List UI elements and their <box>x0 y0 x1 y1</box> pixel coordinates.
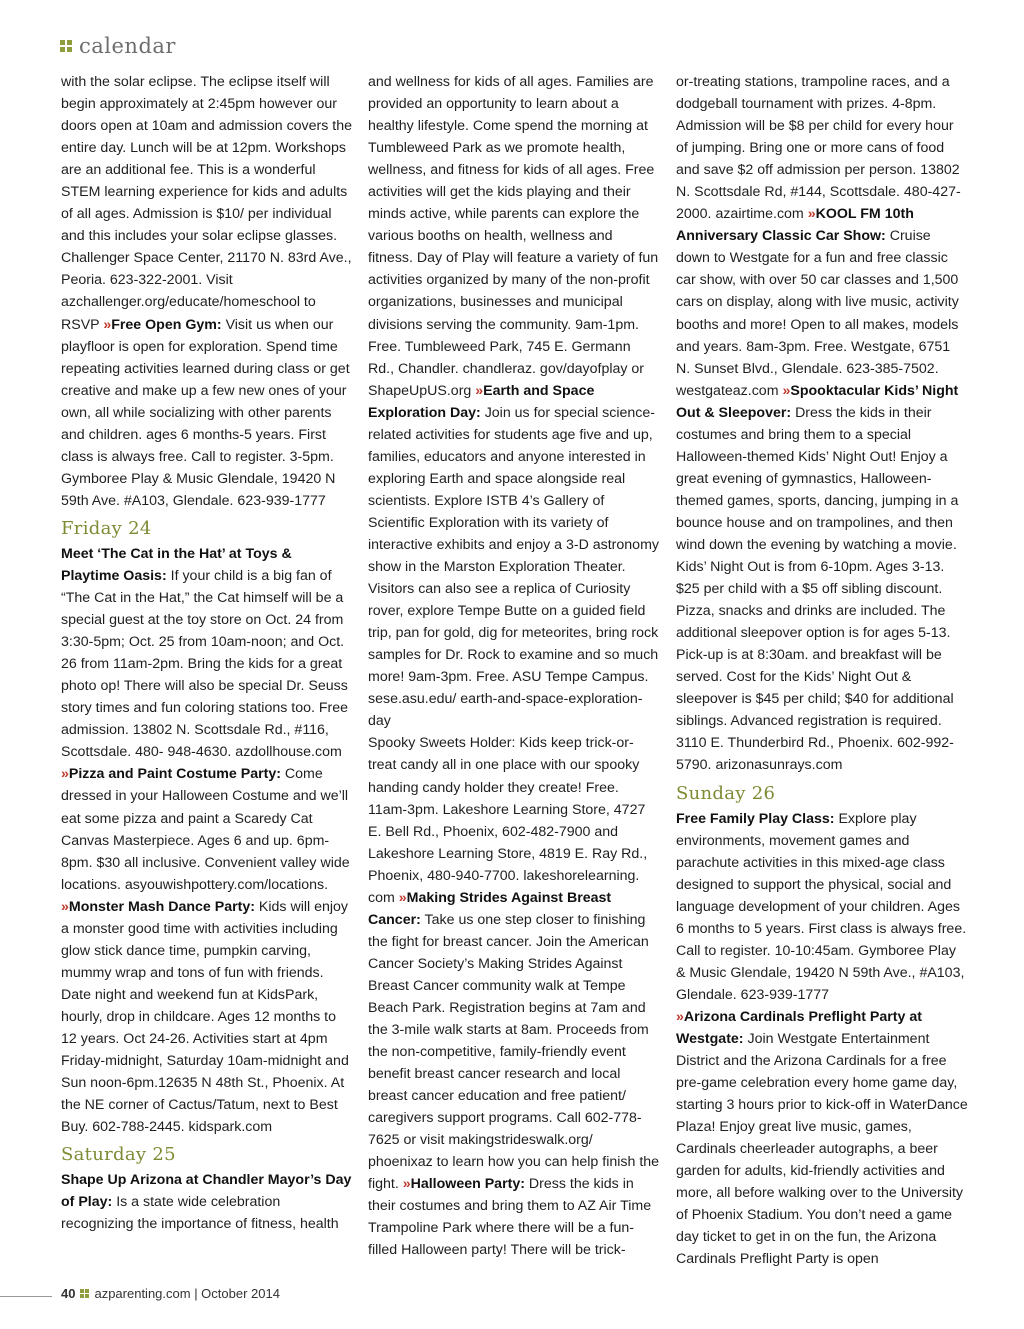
event-title: Meet ‘The Cat in the Hat’ at Toys & Playtime Oasis: <box>61 545 292 584</box>
event-body: Visit us when our playfloor is open for exploration. Spend time repeating activities learned during class or get creative and make up a few new ones of your own, all while socializing with other parents and children. ages 6 months-5 years. First class is always free. Call to register. 3-5pm. Gymboree Play & Music Glendale, 19420 N 59th Ave. #A103, Glendale. 623-939-1777 <box>61 316 350 509</box>
section-title: calendar <box>79 34 176 58</box>
day-heading: Friday 24 <box>61 517 152 539</box>
footer-rule <box>0 1296 52 1297</box>
footer-site-date: azparenting.com | October 2014 <box>94 1286 280 1301</box>
event-title: Pizza and Paint Costume Party: <box>68 766 281 783</box>
chevron-icon: » <box>61 898 69 915</box>
section-header <box>60 34 176 58</box>
event-title: Monster Mash Dance Party: <box>68 898 255 915</box>
grid-dots-icon <box>80 1289 89 1298</box>
event-title: Shape Up Arizona at Chandler Mayor’s Day of Play: <box>61 1172 352 1211</box>
day-heading: Saturday 25 <box>61 1144 176 1166</box>
column-3 <box>676 71 968 1270</box>
chevron-icon: » <box>103 316 112 333</box>
event-body: with the solar eclipse. The eclipse itself will begin approximately at 2:45pm however our doors open at 10am and admission covers the entire day. Lunch will be at 12pm. Workshops are an additional fee. This is a wonderful STEM learning experience for kids and adults of all ages. Admission is $10/ per individual and this includes your solar eclipse glasses. Challenger Space Center, 21170 N. 83rd Ave., Peoria. 623-322-2001. Visit azchallenger.org/educate/homeschool to RSVP »Free Open Gym: Visit us when our playfloor is open for exploration. Spend time repeating activities learned during class or get creative and make up a few new ones of your own, all while socializing with other parents and children. ages 6 months-5 years. First class is always free. Call to register. 3-5pm. Gymboree Play & Music Glendale, 19420 N 59th Ave. #A103, Glendale. 623-939-1777 <box>61 74 353 509</box>
page-number: 40 <box>61 1286 76 1301</box>
event-body: or-treating stations, trampoline races, and a dodgeball tournament with prizes. 4-8pm. Admission will be $8 per child for every hour of jumping. Bring one or more cans of food and save $2 off admission per person. 13802 N. Scottsdale Rd, #144, Scottsdale. 480-427-2000. azairtime.com »KOOL FM 10th Anniversary Classic Car Show: Cruise down to Westgate for a fun and free classic car show, with over 50 car classes and 1,500 cars on display, along with live music, activity booths and more! Open to all makes, models and years. 8am-3pm. Free. Westgate, 6751 N. Sunset Blvd., Glendale. 623-385-7502. westgateaz.com »Spooktacular Kids’ Night Out & Sleepover: Dress the kids in their costumes and bring them to a special Halloween-themed Kids’ Night Out! Enjoy a great evening of gymnastics, Halloween-themed games, sports, dancing, jumping in a bounce house and on trampolines, and then wind down the evening by watching a movie. Kids’ Night Out is from 6-10pm. Ages 3-13. $25 per child with a $5 off sibling discount. Pizza, snacks and drinks are included. The additional sleepover option is for ages 5-13. Pick-up is at 8:30am. and breakfast will be served. Cost for the Kids’ Night Out & sleepover is $45 per child; $40 for additional siblings. Advanced registration is required. 3110 E. Thunderbird Rd., Phoenix. 602-992-5790. arizonasunrays.com <box>676 74 961 774</box>
chevron-icon: » <box>807 206 816 223</box>
event-body: »Pizza and Paint Costume Party: Come dressed in your Halloween Costume and we’ll eat some pizza and paint a Scaredy Cat Canvas Masterpiece. Ages 6 and up. 6pm-8pm. $30 all inclusive. Convenient valley wide locations. asyouwishpottery.com/locations. <box>61 766 350 893</box>
event-body: and wellness for kids of all ages. Families are provided an opportunity to learn about a healthy lifestyle. Come spend the morning at Tumbleweed Park as we promote health, wellness, and fitness for kids of all ages. Free activities will get the kids playing and their minds active, while parents can explore the various booths on health, wellness and fitness. Day of Play will feature a variety of fun activities organized by many of the non-profit organizations, businesses and municipal divisions serving the community. 9am-1pm. Free. Tumbleweed Park, 745 E. Germann Rd., Chandler. chandleraz. gov/dayofplay or ShapeUpUS.org »Earth and Space Exploration Day: Join us for special science-related activities for students age five and up, families, educators and anyone interested in exploring Earth and space alongside real scientists. Explore ISTB 4’s Gallery of Scientific Exploration with its variety of interactive exhibits and enjoy a 3-D astronomy show in the Marston Exploration Theater. Visitors can also see a replica of Curiosity rover, explore Tempe Butte on a guided field trip, pan for gold, dig for meteorites, bring rock samples for Dr. Rock to examine and so much more! 9am-3pm. Free. ASU Tempe Campus. sese.asu.edu/ earth-and-space-exploration-day <box>368 74 659 730</box>
chevron-icon: » <box>398 889 407 906</box>
chevron-icon: » <box>61 766 69 783</box>
chevron-icon: » <box>676 1008 684 1025</box>
event-body: »Arizona Cardinals Preflight Party at Westgate: Join Westgate Entertainment District and the Arizona Cardinals for a free pre-game celebration every home game day, starting 3 hours prior to kick-off in WaterDance Plaza! Enjoy great live music, games, Cardinals cheerleader autographs, a beer garden for adults, kid-friendly activities and more, all before walking over to the University of Phoenix Stadium. You don’t need a game day ticket to get in on the fun, the Arizona Cardinals Preflight Party is open <box>676 1008 968 1268</box>
chevron-icon: » <box>402 1176 411 1193</box>
page-footer <box>61 1286 280 1301</box>
event-body: »Monster Mash Dance Party: Kids will enjoy a monster good time with activities including glow stick dance time, pumpkin carving, mummy wrap and tons of fun with friends. Date night and weekend fun at KidsPark, hourly, drop in childcare. Ages 12 months to 12 years. Oct 24-26. Activities start at 4pm Friday-midnight, Saturday 10am-midnight and Sun noon-6pm.12635 N 48th St., Phoenix. At the NE corner of Cactus/Tatum, next to Best Buy. 602-788-2445. kidspark.com <box>61 898 349 1136</box>
grid-dots-icon <box>60 40 72 52</box>
event-body: Free Family Play Class: Explore play environments, movement games and parachute activities in this mixed-age class designed to support the physical, social and language development of your children. Ages 6 months to 5 years. First class is always free. Call to register. 10-10:45am. Gymboree Play & Music Glendale, 19420 N 59th Ave., #A103, Glendale. 623-939-1777 <box>676 810 967 1003</box>
event-title: Free Family Play Class: <box>676 810 835 827</box>
event-title: Free Open Gym: <box>111 316 222 333</box>
event-title: Making Strides Against Breast Cancer: <box>368 889 612 928</box>
event-title: Earth and Space Exploration Day: <box>368 382 595 421</box>
event-title: KOOL FM 10th Anniversary Classic Car Show: <box>676 206 914 245</box>
chevron-icon: » <box>782 382 791 399</box>
event-title: Arizona Cardinals Preflight Party at Westgate: <box>676 1008 922 1047</box>
chevron-icon: » <box>475 382 484 399</box>
event-title: Spooktacular Kids’ Night Out & Sleepover: <box>676 382 959 421</box>
event-body: Spooky Sweets Holder: Kids keep trick-or-treat candy all in one place with our spooky handing candy holder they create! Free. 11am-3pm. Lakeshore Learning Store, 4727 E. Bell Rd., Phoenix, 602-482-7900 and Lakeshore Learning Store, 4819 E. Ray Rd., Phoenix, 480-940-7700. lakeshorelearning. com »Making Strides Against Breast Cancer: Take us one step closer to finishing the fight for breast cancer. Join the American Cancer Society’s Making Strides Against Breast Cancer community walk at Tempe Beach Park. Registration begins at 7am and the 3-mile walk starts at 8am. Proceeds from the non-competitive, family-friendly event benefit breast cancer research and local breast cancer education and free patient/ caregivers support programs. Call 602-778-7625 or visit makingstrideswalk.org/ phoenixaz to learn how you can help finish the fight. »Halloween Party: Dress the kids in their costumes and bring them to AZ Air Time Trampoline Park where there will be a fun-filled Halloween party! There will be trick- <box>368 735 660 1259</box>
column-1 <box>61 71 353 1235</box>
event-body: Meet ‘The Cat in the Hat’ at Toys & Playtime Oasis: If your child is a big fan of “The Cat in the Hat,” the Cat himself will be a special guest at the toy store on Oct. 24 from 3:30-5pm; Oct. 25 from 10am-noon; and Oct. 26 from 11am-2pm. Bring the kids for a great photo op! There will also be special Dr. Seuss story times and fun coloring stations too. Free admission. 13802 N. Scottsdale Rd., #116, Scottsdale. 480- 948-4630. azdollhouse.com <box>61 545 349 761</box>
day-heading: Sunday 26 <box>676 782 776 804</box>
event-body: Shape Up Arizona at Chandler Mayor’s Day of Play: Is a state wide celebration recognizing the importance of fitness, health <box>61 1172 352 1233</box>
event-title: Halloween Party: <box>410 1176 525 1193</box>
column-2 <box>368 71 660 1262</box>
